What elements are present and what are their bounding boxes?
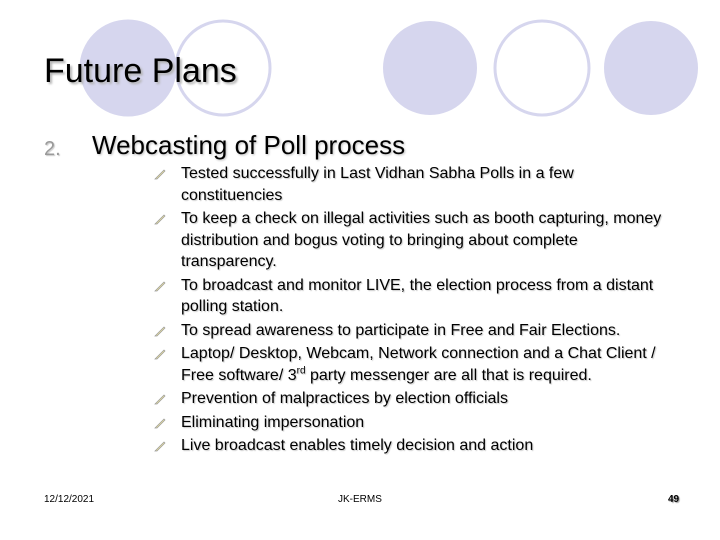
circle-outline-3: [495, 21, 589, 115]
bullet-list: [154, 163, 674, 459]
list-item: [154, 275, 674, 318]
bullet-text: Prevention of malpractices by election officials: [181, 390, 508, 407]
bullet-text: To spread awareness to participate in Free and Fair Elections.: [181, 321, 621, 339]
bullet-text: To keep a check on illegal activities such as booth capturing, money distribution and bogus voting to bringing about complete transparency.: [181, 210, 662, 270]
list-item: [154, 163, 674, 206]
bullet-text-before: Laptop/ Desktop, Webcam, Network connection and a Chat Client / Free software/ 3: [181, 345, 656, 384]
bullet-text-after: party messenger are all that is required.: [305, 366, 592, 384]
list-item: [154, 435, 674, 457]
brush-bullet-icon: [154, 417, 166, 429]
brush-bullet-icon: [154, 213, 166, 225]
bullet-text: Tested successfully in Last Vidhan Sabha Polls in a few constituencies: [181, 165, 574, 204]
brush-bullet-icon: [154, 348, 166, 360]
brush-bullet-icon: [154, 280, 166, 292]
footer-center-label: JK-ERMS: [338, 494, 382, 505]
slide-title: Future Plans: [44, 52, 237, 90]
point-heading: Webcasting of Poll process: [92, 130, 406, 160]
circle-filled-2: [383, 21, 477, 115]
page-number: 49: [668, 494, 680, 505]
footer-date: 12/12/2021: [44, 494, 95, 505]
brush-bullet-icon: [154, 325, 166, 337]
list-item: [154, 412, 674, 434]
bullet-text: Live broadcast enables timely decision and action: [181, 437, 534, 454]
list-item: [154, 208, 674, 273]
list-item: [154, 388, 674, 410]
bullet-text: To broadcast and monitor LIVE, the election process from a distant polling station.: [181, 276, 654, 315]
point-number: 2.: [44, 138, 61, 160]
ordinal-suffix: rd: [296, 365, 306, 377]
list-item: [154, 343, 674, 386]
bullet-text: Eliminating impersonation: [181, 413, 365, 431]
brush-bullet-icon: [154, 168, 166, 180]
circle-filled-3: [604, 21, 698, 115]
bullet-text: [181, 345, 656, 384]
list-item: [154, 320, 674, 342]
brush-bullet-icon: [154, 393, 166, 405]
brush-bullet-icon: [154, 440, 166, 452]
